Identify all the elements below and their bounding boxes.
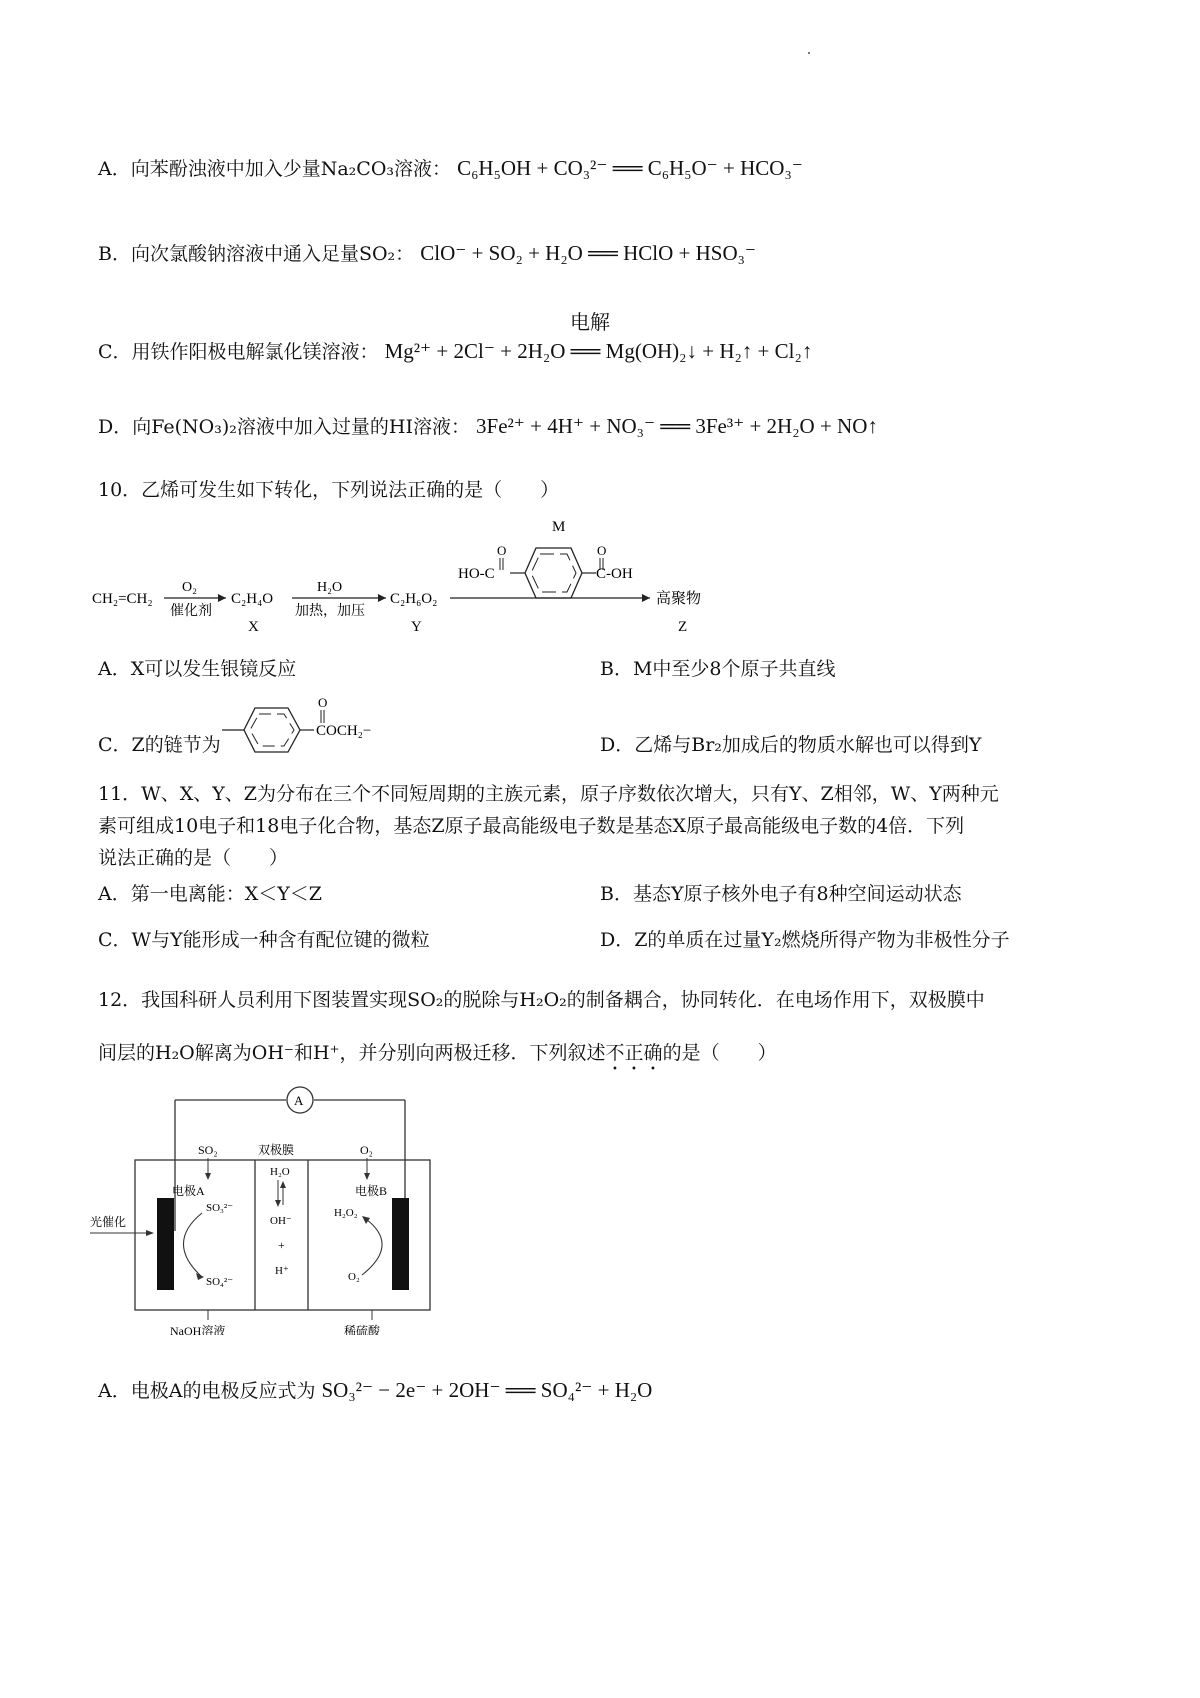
carbonyl-o-right: O: [597, 543, 607, 558]
carbonyl-o-left: O: [497, 543, 507, 558]
z-carbonyl-o: O: [318, 695, 328, 710]
z-ester-group: COCH₂−: [316, 723, 372, 739]
q9-option-a-equation: C₆H₅OH + CO₃²⁻ ══ C₆H₅O⁻ + HCO₃⁻: [457, 156, 803, 180]
q11-stem-line1: 11．W、X、Y、Z为分布在三个不同短周期的主族元素，原子序数依次增大，只有Y、Z相邻，W、Y两种元: [98, 783, 999, 805]
z-label: Z: [678, 619, 688, 635]
m-left-group: HO-C: [458, 566, 495, 582]
q9-option-d: [98, 413, 878, 440]
z-benzene-ring: [244, 708, 300, 752]
so2-inlet-label: SO₂: [198, 1143, 218, 1157]
q10-option-c-structure: [222, 690, 402, 765]
q9-option-b-equation: ClO⁻ + SO₂ + H₂O ══ HClO + HSO₃⁻: [420, 241, 757, 265]
photocatalysis-label: 光催化: [90, 1215, 127, 1229]
q12-option-a-label: A．电极A的电极反应式为: [98, 1380, 316, 1402]
q12-option-a-equation: SO₃²⁻ − 2e⁻ + 2OH⁻ ══ SO₄²⁻ + H₂O: [321, 1378, 653, 1402]
q12-stem-line2-start: 间层的H₂O解离为OH⁻和H⁺，并分别向两极迁移．下列叙述: [98, 1042, 606, 1064]
q9-option-c-equation: Mg²⁺ + 2Cl⁻ + 2H₂O ══ Mg(OH)₂↓ + H₂↑ + Cl₂↑: [384, 339, 813, 363]
q11-option-c: C．W与Y能形成一种含有配位键的微粒: [98, 929, 430, 951]
y-label: Y: [411, 619, 422, 635]
sulfite-label: SO₃²⁻: [206, 1202, 234, 1214]
y-formula: C₂H₆O₂: [390, 591, 438, 607]
q12-stem-line1: 12．我国科研人员利用下图装置实现SO₂的脱除与H₂O₂的制备耦合，协同转化．在电场作用下，双极膜中: [98, 989, 985, 1011]
q10-option-d: D．乙烯与Br₂加成后的物质水解也可以得到Y: [600, 734, 982, 756]
q11-option-b: B．基态Y原子核外电子有8种空间运动状态: [600, 883, 962, 905]
q11-stem-line3: 说法正确的是（ ）: [98, 847, 289, 869]
electrode-a-reaction-arrow: [184, 1213, 203, 1277]
m-label: M: [552, 519, 566, 535]
q12-emphasis: 不正确: [605, 1042, 663, 1064]
x-formula: C₂H₄O: [231, 591, 274, 607]
membrane-plus: +: [278, 1238, 285, 1252]
electrode-b: [392, 1198, 409, 1290]
q9-option-b: [98, 240, 756, 267]
m-right-group: C-OH: [596, 566, 633, 582]
step2-reagent: H₂O: [317, 580, 343, 595]
membrane-proton: H⁺: [275, 1265, 289, 1277]
ammeter-label: A: [294, 1093, 304, 1108]
x-label: X: [248, 619, 259, 635]
q10-option-c-label: C．Z的链节为: [98, 734, 221, 756]
q12-option-a: [98, 1377, 652, 1404]
q9-option-c-condition: 电解: [570, 312, 610, 334]
oxygen-b-label: O₂: [348, 1271, 360, 1283]
q9-option-d-equation: 3Fe²⁺ + 4H⁺ + NO₃⁻ ══ 3Fe³⁺ + 2H₂O + NO↑: [476, 414, 878, 438]
o2-inlet-label: O₂: [360, 1143, 373, 1157]
q11-stem-line2: 素可组成10电子和18电子化合物，基态Z原子最高能级电子数是基态X原子最高能级电子数的4倍．下列: [98, 815, 965, 837]
ethylene-formula: CH₂=CH₂: [92, 591, 153, 607]
m-benzene-ring: [525, 548, 582, 598]
naoh-solution-label: NaOH溶液: [170, 1324, 226, 1335]
q11-option-a: A．第一电离能：X＜Y＜Z: [98, 883, 322, 905]
q11-option-d: D．Z的单质在过量Y₂燃烧所得产物为非极性分子: [600, 929, 1010, 951]
dilute-acid-label: 稀硫酸: [344, 1324, 381, 1335]
step1-reagent: O₂: [182, 580, 197, 595]
q9-option-d-label: D．向Fe(NO₃)₂溶液中加入过量的HI溶液：: [98, 416, 470, 438]
q9-option-a: [98, 155, 803, 182]
membrane-hydroxide: OH⁻: [270, 1215, 292, 1227]
q10-stem: 10．乙烯可发生如下转化，下列说法正确的是（ ）: [98, 479, 560, 501]
q10-option-b: B．M中至少8个原子共直线: [600, 658, 836, 680]
q12-stem-line2: [98, 1040, 777, 1075]
q10-reaction-scheme: [90, 512, 790, 652]
q9-option-c-label: C．用铁作阳极电解氯化镁溶液：: [98, 341, 379, 363]
q12-stem-line2-end: 的是（ ）: [662, 1042, 777, 1064]
electrode-b-reaction-arrow: [362, 1219, 382, 1275]
sulfate-label: SO₄²⁻: [206, 1276, 234, 1288]
q10-option-a: A．X可以发生银镜反应: [98, 658, 297, 680]
step2-condition: 加热，加压: [295, 604, 365, 619]
membrane-label: 双极膜: [258, 1143, 295, 1157]
membrane-water: H₂O: [270, 1166, 290, 1178]
electrode-a: [157, 1198, 174, 1290]
electrode-a-label: 电极A: [172, 1184, 205, 1198]
q12-electrolysis-diagram: [90, 1085, 480, 1335]
q9-option-b-label: B．向次氯酸钠溶液中通入足量SO₂：: [98, 243, 415, 265]
q9-option-a-label: A．向苯酚浊液中加入少量Na₂CO₃溶液：: [98, 158, 452, 180]
page-dot-mark: [808, 52, 810, 54]
peroxide-label: H₂O₂: [334, 1207, 358, 1219]
z-product: 高聚物: [656, 591, 702, 607]
step1-condition: 催化剂: [170, 604, 212, 619]
electrode-b-label: 电极B: [355, 1184, 388, 1198]
